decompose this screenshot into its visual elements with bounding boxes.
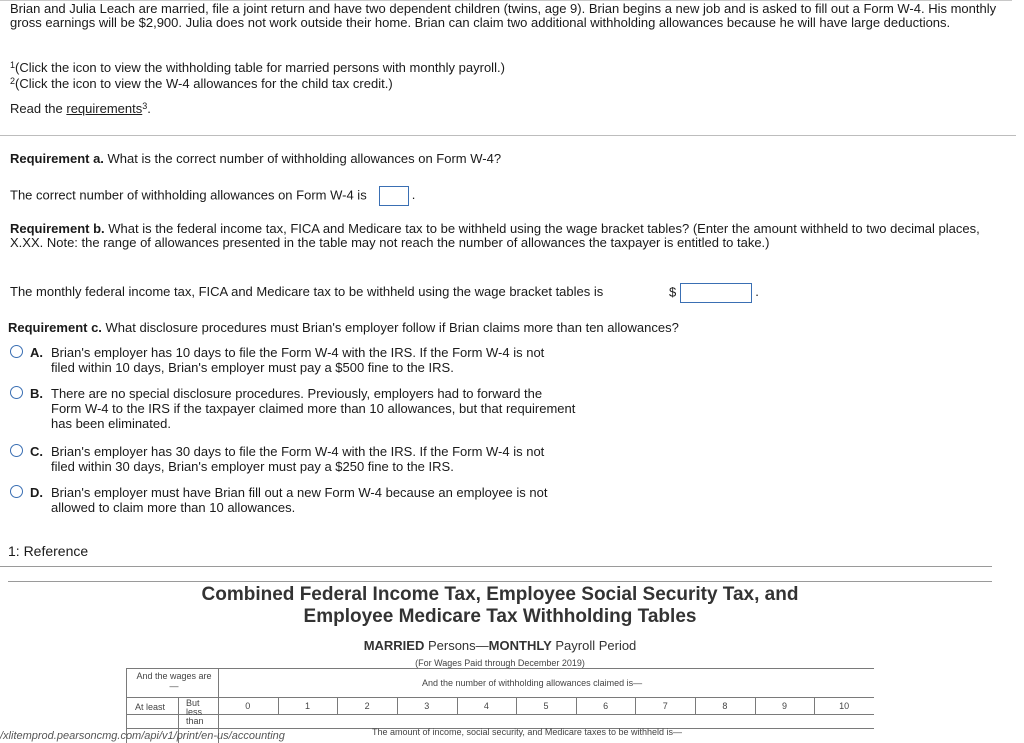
option-a-radio[interactable] — [10, 345, 23, 358]
note2-sup: 2 — [10, 76, 16, 86]
wages-header: And the wages are— — [136, 671, 212, 691]
subtitle-mid: Persons— — [424, 638, 489, 653]
allowance-column-9: 9 — [782, 701, 788, 711]
req-c-label: Requirement c. — [8, 320, 102, 335]
option-b-radio[interactable] — [10, 386, 23, 399]
option-b-text[interactable]: There are no special disclosure procedures. Previously, employers had to forward the Form W-4 to the IRS if the taxpayer claimed more than 10 allowances, but that requirement has been eliminated. — [51, 386, 576, 431]
option-d-letter: D. — [30, 485, 43, 500]
note1-sup: 1 — [10, 60, 16, 70]
currency-symbol: $ — [669, 284, 677, 300]
section-divider — [0, 135, 1016, 136]
allowance-column-1: 1 — [304, 701, 310, 711]
req-a-label: Requirement a. — [10, 151, 104, 166]
allowance-column-2: 2 — [364, 701, 370, 711]
column-separator — [337, 697, 338, 714]
reference-heading: 1: Reference — [8, 543, 89, 559]
footer-url[interactable]: /xlitemprod.pearsoncmg.com/api/v1/print/en-us/accounting — [0, 730, 285, 742]
req-b-label: Requirement b. — [10, 221, 105, 236]
option-c-letter: C. — [30, 444, 43, 459]
req-b-text: What is the federal income tax, FICA and Medicare tax to be withheld using the wage bracket tables? (Enter the amount withheld to two decimal places, X.XX. Note: the range of allowances presented in the table may not reach the number of allowances the taxpayer is entitled to take.) — [10, 221, 980, 250]
table-top-border — [126, 668, 874, 669]
allowance-column-3: 3 — [424, 701, 430, 711]
table-header-border — [126, 697, 874, 698]
allowance-column-6: 6 — [603, 701, 609, 711]
req-c-text: What disclosure procedures must Brian's employer follow if Brian claims more than ten allowances? — [101, 320, 679, 335]
column-separator — [695, 697, 696, 714]
allowance-column-8: 8 — [722, 701, 728, 711]
allowance-column-7: 7 — [662, 701, 668, 711]
table-column-border — [126, 714, 874, 715]
allowance-column-5: 5 — [543, 701, 549, 711]
amount-caption: The amount of income, social security, and Medicare taxes to be withheld is— — [372, 727, 682, 737]
table-title-line1: Combined Federal Income Tax, Employee Social Security Tax, and — [201, 584, 799, 605]
option-c-radio[interactable] — [10, 444, 23, 457]
column-separator — [516, 697, 517, 714]
note-withholding-table[interactable] — [10, 60, 505, 75]
column-separator — [397, 697, 398, 714]
reference-divider-2 — [8, 581, 992, 582]
req-b-answer-row — [669, 283, 759, 303]
option-d-text[interactable]: Brian's employer must have Brian fill out a new Form W-4 because an employee is not allowed to claim more than 10 allowances. — [51, 485, 548, 515]
allowances-header: And the number of withholding allowances claimed is— — [422, 678, 643, 688]
note-w4-allowances[interactable] — [10, 76, 393, 91]
table-subtitle — [260, 638, 740, 653]
req-a-answer-row — [10, 186, 415, 206]
reference-divider — [0, 566, 992, 567]
option-b-letter: B. — [30, 386, 43, 401]
subtitle-monthly: MONTHLY — [488, 638, 552, 653]
allowance-column-4: 4 — [483, 701, 489, 711]
read-prefix: Read the — [10, 101, 67, 116]
read-requirements — [10, 101, 151, 116]
table-title-line2: Employee Medicare Tax Withholding Tables — [303, 606, 697, 627]
option-c-text[interactable]: Brian's employer has 30 days to file the Form W-4 with the IRS. If the Form W-4 is not filed within 30 days, Brian's employer must pay a $250 fine to the IRS. — [51, 444, 545, 474]
column-separator — [278, 697, 279, 714]
column-separator — [576, 697, 577, 714]
subtitle-end: Payroll Period — [551, 638, 637, 653]
requirements-sup: 3 — [142, 101, 148, 111]
req-b-suffix: . — [755, 284, 759, 300]
withholding-amount-input[interactable] — [680, 283, 752, 303]
problem-statement: Brian and Julia Leach are married, file a joint return and have two dependent children (twins, age 9). Brian begins a new job and is asked to fill out a Form W-4. His monthly gross earnings will be $2,900. Julia does not work outside their home. Brian can claim two additional withholding allowances because he will have large deductions. — [10, 1, 997, 30]
req-a-text: What is the correct number of withholding allowances on Form W-4? — [103, 151, 502, 166]
column-separator — [814, 697, 815, 714]
read-suffix: . — [147, 101, 151, 116]
option-a-letter: A. — [30, 345, 43, 360]
requirements-link[interactable]: requirements — [66, 101, 143, 116]
option-d-radio[interactable] — [10, 485, 23, 498]
at-least-header: At least — [135, 702, 166, 712]
subtitle-married: MARRIED — [363, 638, 425, 653]
req-b-prompt: The monthly federal income tax, FICA and Medicare tax to be withheld using the wage bracket tables is — [10, 284, 604, 299]
note1-text: (Click the icon to view the withholding table for married persons with monthly payroll.) — [15, 60, 505, 75]
req-c-question — [8, 320, 679, 335]
allowance-column-10: 10 — [839, 701, 850, 711]
req-b-question — [10, 222, 1000, 250]
allowances-input[interactable] — [379, 186, 409, 206]
table-date-note: (For Wages Paid through December 2019) — [415, 658, 585, 668]
column-separator — [635, 697, 636, 714]
but-less-than-header: But less than — [186, 698, 204, 726]
req-a-prompt: The correct number of withholding allowances on Form W-4 is — [10, 187, 367, 203]
note2-text: (Click the icon to view the W-4 allowances for the child tax credit.) — [15, 76, 393, 91]
column-separator — [457, 697, 458, 714]
req-a-suffix: . — [411, 187, 416, 203]
req-a-question — [10, 151, 501, 166]
option-a-text[interactable]: Brian's employer has 10 days to file the Form W-4 with the IRS. If the Form W-4 is not filed within 10 days, Brian's employer must pay a $500 fine to the IRS. — [51, 345, 545, 375]
column-separator — [755, 697, 756, 714]
allowance-column-0: 0 — [245, 701, 251, 711]
